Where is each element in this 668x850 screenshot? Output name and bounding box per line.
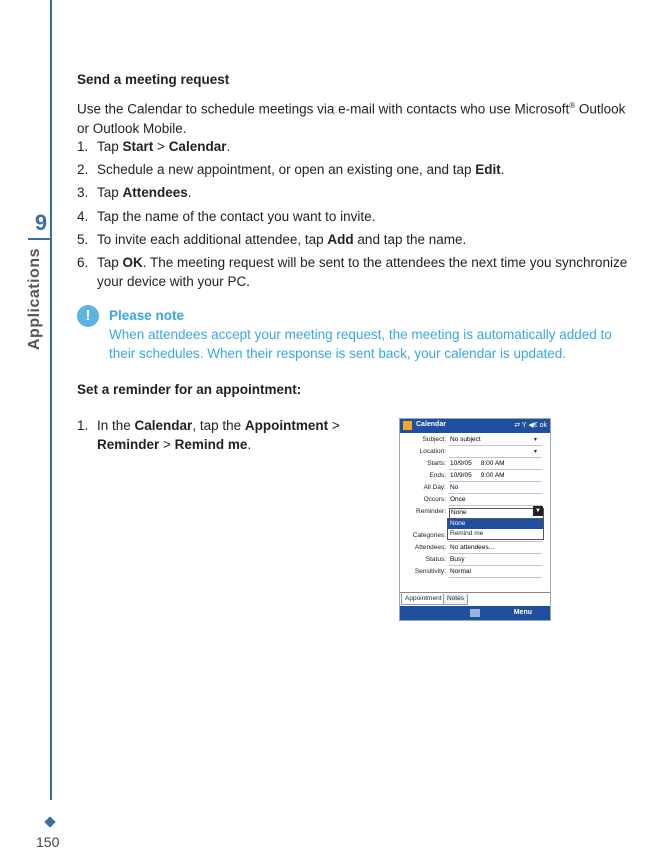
device-tabs: [400, 592, 550, 605]
step-text: .: [247, 437, 252, 452]
chapter-divider: [28, 238, 50, 240]
field-label: Reminder:: [416, 508, 446, 515]
field-all-day[interactable]: [400, 483, 550, 494]
intro-text-b: Outlook: [575, 101, 626, 117]
step-text: Tap: [97, 139, 123, 154]
step-number: 1.: [77, 418, 89, 433]
step-text: .: [500, 162, 505, 177]
field-label: Sensitivity:: [414, 568, 446, 575]
field-ends[interactable]: [400, 471, 550, 482]
tab-notes[interactable]: Notes: [443, 594, 468, 605]
step-text: Schedule a new appointment, or open an existing one, and tap: [97, 162, 476, 177]
step-bold: Add: [327, 232, 354, 247]
field-reminder[interactable]: [400, 507, 550, 518]
status-icons[interactable]: ⇄ Y ◀€ ok: [514, 422, 547, 429]
note-title: Please note: [109, 308, 185, 323]
step-2: [77, 160, 668, 179]
step-text: Tap: [97, 185, 123, 200]
field-value[interactable]: Busy: [449, 556, 542, 566]
field-starts[interactable]: [400, 459, 550, 470]
intro-text-a: Use the Calendar to schedule meetings via e-mail with contacts who use Microsoft: [77, 101, 570, 117]
step-bold: Attendees: [122, 185, 188, 200]
step-bold: Remind me: [174, 437, 248, 452]
step-4: [77, 207, 668, 226]
field-categories[interactable]: [400, 531, 550, 542]
field-attendees[interactable]: [400, 543, 550, 554]
step-number: 3.: [77, 185, 89, 200]
field-value[interactable]: 10/9/05 8:00 AM: [449, 460, 542, 470]
step-text: your device with your PC.: [97, 274, 251, 289]
step-text: .: [187, 185, 192, 200]
field-value[interactable]: None: [449, 508, 544, 519]
field-label: Status:: [425, 556, 446, 563]
field-value[interactable]: [449, 532, 542, 542]
step-bold: Calendar: [168, 139, 227, 154]
dropdown-arrow-icon[interactable]: ▼: [533, 506, 543, 516]
section-heading-reminder: Set a reminder for an appointment:: [77, 382, 302, 397]
step-text: Tap the name of the contact you want to invite.: [97, 209, 376, 224]
field-label: All Day:: [423, 484, 446, 491]
chapter-rail: [50, 0, 52, 800]
note-body: [109, 325, 664, 363]
field-value[interactable]: No attendees...: [449, 544, 542, 554]
device-titlebar: [400, 419, 550, 433]
field-label: Starts:: [427, 460, 446, 467]
field-sensitivity[interactable]: [400, 567, 550, 578]
dropdown-option-remind-me[interactable]: Remind me: [450, 530, 484, 537]
step-3: [77, 183, 668, 202]
step-6: [77, 253, 668, 291]
field-value[interactable]: Once: [449, 496, 542, 506]
step-number: 6.: [77, 255, 89, 270]
note-line: When attendees accept your meeting request, the meeting is automatically added to: [109, 327, 612, 342]
field-label: Occurs:: [423, 496, 446, 503]
field-value[interactable]: Normal: [449, 568, 542, 578]
step-bold: Reminder: [97, 437, 160, 452]
reminder-step-1: [77, 416, 377, 454]
field-label: Location:: [419, 448, 446, 455]
field-value[interactable]: 10/9/05 9:00 AM: [449, 472, 542, 482]
field-label: Attendees:: [414, 544, 446, 551]
windows-start-icon[interactable]: [403, 421, 412, 430]
step-text: .: [226, 139, 231, 154]
field-subject[interactable]: [400, 435, 550, 446]
field-label: Subject:: [422, 436, 446, 443]
chevron-down-icon[interactable]: ▾: [534, 437, 538, 443]
step-text: To invite each additional attendee, tap: [97, 232, 328, 247]
page-number: 150: [36, 834, 60, 850]
section-heading-meeting-request: Send a meeting request: [77, 72, 230, 87]
step-number: 4.: [77, 209, 89, 224]
keyboard-icon[interactable]: [470, 609, 480, 617]
step-text: and tap the name.: [353, 232, 467, 247]
step-number: 2.: [77, 162, 89, 177]
chevron-down-icon[interactable]: ▾: [534, 449, 538, 455]
field-value[interactable]: [449, 448, 542, 458]
device-app-title: Calendar: [416, 421, 446, 428]
field-label: Categories:: [412, 532, 446, 539]
step-text: . The meeting request will be sent to the attendees the next time you synchronize: [142, 255, 628, 270]
intro-text-line2: or Outlook Mobile.: [77, 120, 187, 136]
step-bold: Appointment: [244, 418, 329, 433]
chapter-title: Applications: [26, 247, 43, 350]
step-text: >: [159, 437, 175, 452]
page-marker-icon: [44, 816, 55, 827]
step-number: 5.: [77, 232, 89, 247]
field-status[interactable]: [400, 555, 550, 566]
exclamation-icon: !: [77, 305, 99, 327]
step-bold: Edit: [475, 162, 501, 177]
field-value[interactable]: No subject: [449, 436, 542, 446]
registered-mark: ®: [569, 101, 576, 110]
step-5: [77, 230, 668, 249]
step-bold: OK: [122, 255, 143, 270]
step-1: [77, 137, 668, 156]
step-text: , tap the: [192, 418, 245, 433]
menu-button[interactable]: Menu: [513, 609, 532, 616]
step-text: >: [153, 139, 169, 154]
step-bold: Start: [122, 139, 154, 154]
field-value[interactable]: No: [449, 484, 542, 494]
field-location[interactable]: [400, 447, 550, 458]
chapter-number: 9: [34, 210, 48, 235]
intro-paragraph: [77, 96, 668, 138]
step-bold: Calendar: [134, 418, 193, 433]
step-text: Tap: [97, 255, 123, 270]
step-text: In the: [97, 418, 135, 433]
device-menubar: [400, 606, 550, 620]
dropdown-option-none[interactable]: None: [448, 519, 543, 529]
note-line: their schedules. When their response is sent back, your calendar is updated.: [109, 346, 567, 361]
field-label: Ends:: [429, 472, 446, 479]
device-screenshot: [399, 418, 551, 621]
field-occurs[interactable]: [400, 495, 550, 506]
step-text: >: [328, 418, 340, 433]
tab-appointment[interactable]: Appointment: [401, 594, 446, 605]
step-number: 1.: [77, 139, 89, 154]
